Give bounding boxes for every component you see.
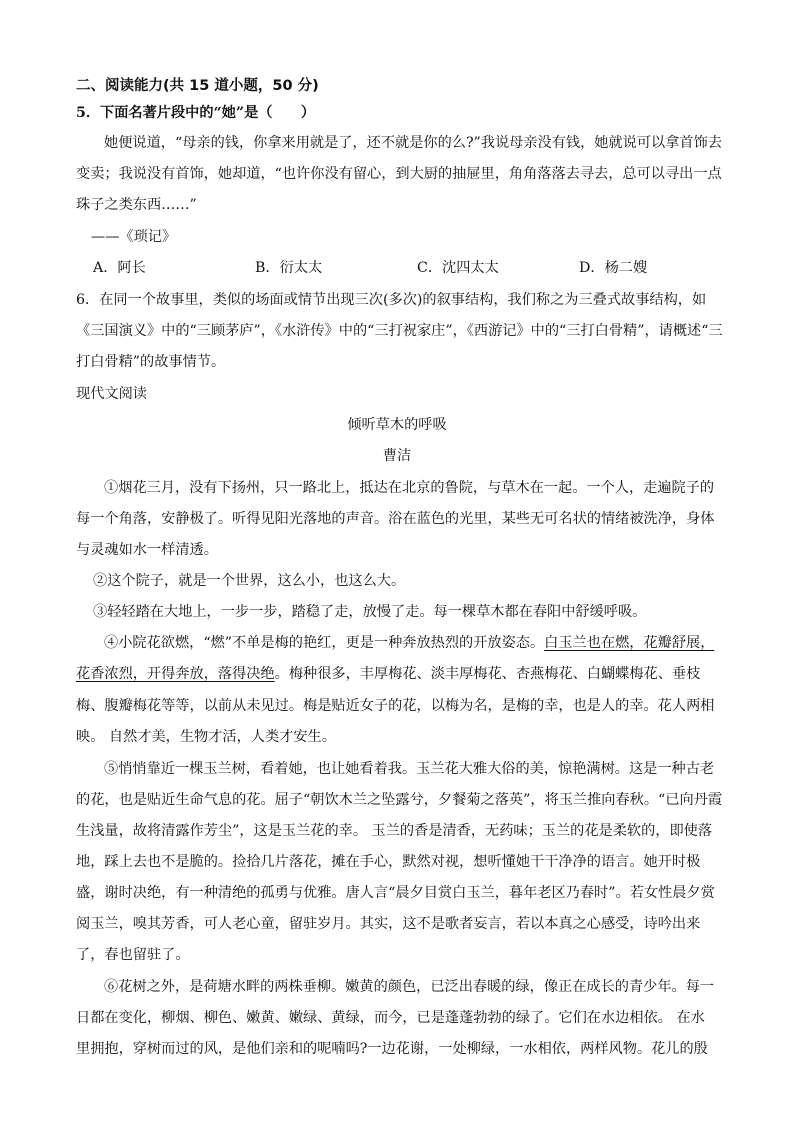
- option-d: D．杨二嫂: [579, 260, 648, 276]
- q5-source: ——《琐记》: [91, 229, 177, 245]
- paragraph-6-line: 日都在变化，柳烟、柳色、嫩黄、嫩绿、黄绿，而今，已是蓬蓬勃勃的绿了。它们在水边相依。 在水: [76, 1010, 705, 1026]
- question-6-line: 打白骨精”的故事情节。: [76, 354, 226, 370]
- paragraph-4-text: 。梅种很多，丰厚梅花、淡丰厚梅花、杏燕梅花、白蝴蝶梅花、垂枝: [274, 666, 701, 682]
- section-title: 二、阅读能力(共 15 道小题，50 分): [76, 78, 319, 94]
- paragraph-6-line: 里拥抱，穿树而过的风，是他们亲和的呢喃吗?一边花谢，一处柳绿，一水相依，两样风物。花儿的殷: [76, 1041, 708, 1057]
- paragraph-5-line: 生浅量，故将清露作芳尘”，这是玉兰花的幸。 玉兰的香是清香，无药味；玉兰的花是柔软的，即使落: [76, 823, 713, 839]
- paragraph-4-line: 映。 自然才美，生物才活，人类才安生。: [76, 729, 336, 745]
- question-6-line: 《三国演义》中的“三顾茅庐”，《水浒传》中的“三打祝家庄”，《西游记》中的“三打白骨精”，请概述“三: [76, 323, 723, 339]
- paragraph-5-line: 阅玉兰，嗅其芳香，可人老心童，留驻岁月。其实，这不是歌者妄言，若以本真之心感受，诗吟出来: [76, 916, 701, 932]
- paragraph-4-line: [76, 664, 700, 684]
- q5-passage-line: 她便说道，“母亲的钱，你拿来用就是了，还不就是你的么?”我说母亲没有钱，她就说可以拿首饰去: [104, 135, 722, 151]
- paragraph-5-line: ⑤悄悄靠近一棵玉兰树，看着她，也让她看着我。玉兰花大雅大俗的美，惊艳满树。这是一种古老: [104, 761, 715, 777]
- option-b: B．衍太太: [255, 260, 323, 276]
- q5-passage-line: 珠子之类东西……”: [76, 197, 197, 213]
- paragraph-5-line: 地，踩上去也不是脆的。捡拾几片落花，摊在手心，默然对视，想听懂她干干净净的语言。她开时极: [76, 854, 701, 870]
- paragraph-3: ③轻轻踏在大地上，一步一步，踏稳了走，放慢了走。每一棵草木都在春阳中舒缓呼吸。: [93, 604, 647, 620]
- question-5-stem: 5．下面名著片段中的“她”是（ ）: [76, 105, 316, 121]
- option-c: C．沈四太太: [417, 260, 499, 276]
- article-title: 倾听草木的呼吸: [347, 417, 447, 433]
- paragraph-1-line: 与灵魂如水一样清透。: [76, 542, 218, 558]
- paragraph-6-line: ⑥花树之外，是荷塘水畔的两株垂柳。嫩黄的颜色，已泛出春暖的绿，像正在成长的青少年。每一: [104, 979, 715, 995]
- question-6-line: 6．在同一个故事里，类似的场面或情节出现三次(多次)的叙事结构，我们称之为三叠式故事结构，如: [76, 292, 707, 308]
- paragraph-5-line: 的花，也是贴近生命气息的花。屈子“朝饮木兰之坠露兮，夕餐菊之落英”，将玉兰推向春秋。“已向丹霞: [76, 792, 723, 808]
- underlined-sentence: 白玉兰也在燃，花瓣舒展，: [544, 635, 715, 651]
- q5-passage-line: 变卖；我说没有首饰，她却道，“也许你没有留心，到大厨的抽屉里，角角落落去寻去，总可以寻出一点: [76, 166, 722, 182]
- paragraph-4-line: 梅、腹瓣梅花等等，以前从未见过。梅是贴近女子的花，以梅为名，是梅的幸，也是人的幸。花人两相: [76, 698, 715, 714]
- paragraph-5-line: 了，春也留驻了。: [76, 947, 190, 963]
- paragraph-5-line: 盛，谢时决绝，有一种清绝的孤勇与优雅。唐人言“晨夕目赏白玉兰，暮年老区乃春时”。若女性晨夕赏: [76, 885, 715, 901]
- paragraph-4-line: [104, 633, 714, 653]
- paragraph-2: ②这个院子，就是一个世界，这么小，也这么大。: [93, 573, 406, 589]
- article-author: 曹洁: [382, 448, 412, 464]
- option-a: A．阿长: [93, 260, 146, 276]
- paragraph-4-text: ④小院花欲燃，“燃”不单是梅的艳红，更是一种奔放热烈的开放姿态。: [104, 635, 545, 651]
- underlined-sentence: 花香浓烈，开得奔放，落得决绝: [76, 666, 275, 682]
- paragraph-1-line: 每一个角落，安静极了。听得见阳光落地的声音。浴在蓝色的光里，某些无可名状的情绪被洗净，身体: [76, 511, 715, 527]
- paragraph-1-line: ①烟花三月，没有下扬州，只一路北上，抵达在北京的鲁院，与草木在一起。一个人，走遍院子的: [104, 480, 715, 496]
- modern-reading-heading: 现代文阅读: [76, 386, 147, 402]
